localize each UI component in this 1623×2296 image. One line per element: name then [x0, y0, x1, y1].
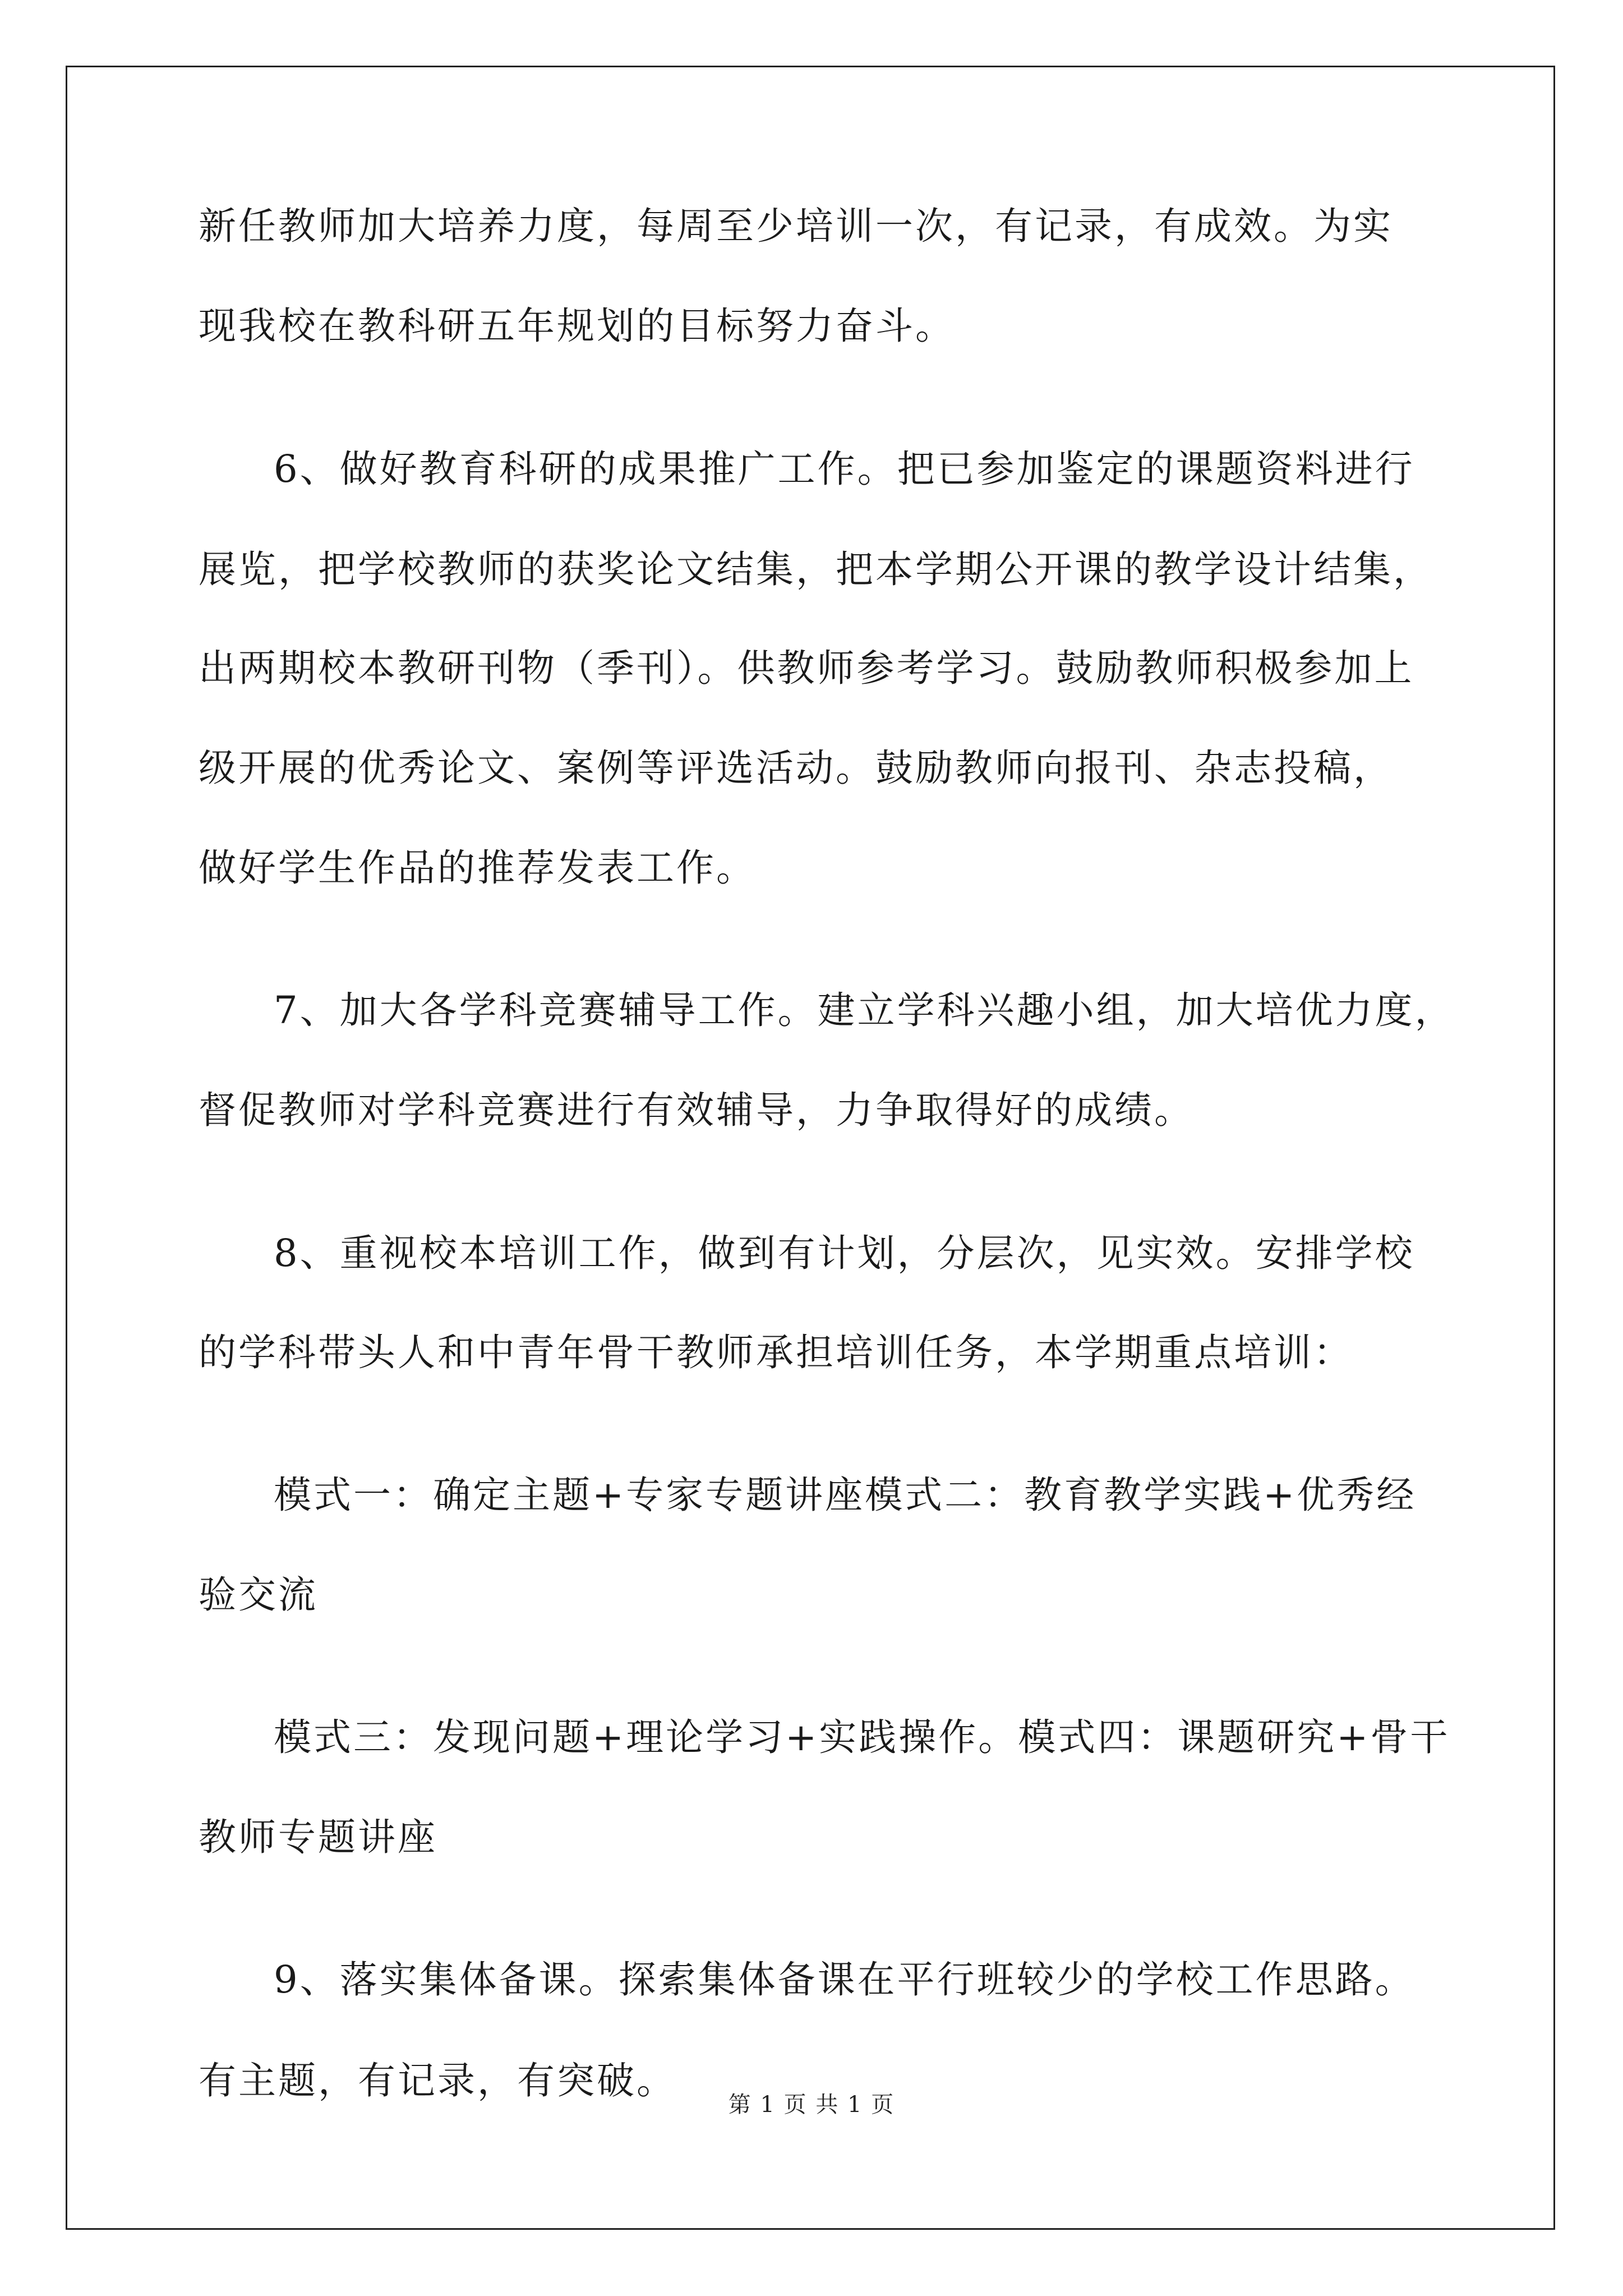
page-number: 第 1 页 共 1 页: [728, 2092, 895, 2118]
text-line: 8、重视校本培训工作，做到有计划，分层次，见实效。安排学校: [274, 1231, 1415, 1275]
text-line: 9、落实集体备课。探索集体备课在平行班较少的学校工作思路。: [274, 1958, 1415, 2001]
page-border: [66, 66, 1555, 2230]
text-line: 督促教师对学科竞赛进行有效辅导，力争取得好的成绩。: [199, 1088, 1194, 1132]
text-line: 模式三：发现问题+理论学习+实践操作。模式四：课题研究+骨干: [274, 1715, 1450, 1759]
text-line: 有主题，有记录，有突破。: [199, 2059, 676, 2102]
text-line: 现我校在教科研五年规划的目标努力奋斗。: [199, 304, 955, 348]
text-line: 出两期校本教研刊物（季刊）。供教师参考学习。鼓励教师积极参加上: [199, 646, 1414, 690]
text-line: 验交流: [199, 1573, 318, 1617]
text-line: 新任教师加大培养力度，每周至少培训一次，有记录，有成效。为实: [199, 204, 1393, 248]
text-line: 模式一：确定主题+专家专题讲座模式二：教育教学实践+优秀经: [274, 1473, 1417, 1517]
text-line: 级开展的优秀论文、案例等评选活动。鼓励教师向报刊、杂志投稿，: [199, 746, 1393, 790]
text-line: 展览，把学校教师的获奖论文结集，把本学期公开课的教学设计结集，: [199, 547, 1433, 591]
text-line: 7、加大各学科竞赛辅导工作。建立学科兴趣小组，加大培优力度，: [274, 988, 1455, 1032]
text-line: 做好学生作品的推荐发表工作。: [199, 846, 756, 890]
text-line: 6、做好教育科研的成果推广工作。把已参加鉴定的课题资料进行: [274, 447, 1415, 491]
text-line: 教师专题讲座: [199, 1815, 437, 1859]
text-line: 的学科带头人和中青年骨干教师承担培训任务，本学期重点培训：: [199, 1331, 1353, 1374]
